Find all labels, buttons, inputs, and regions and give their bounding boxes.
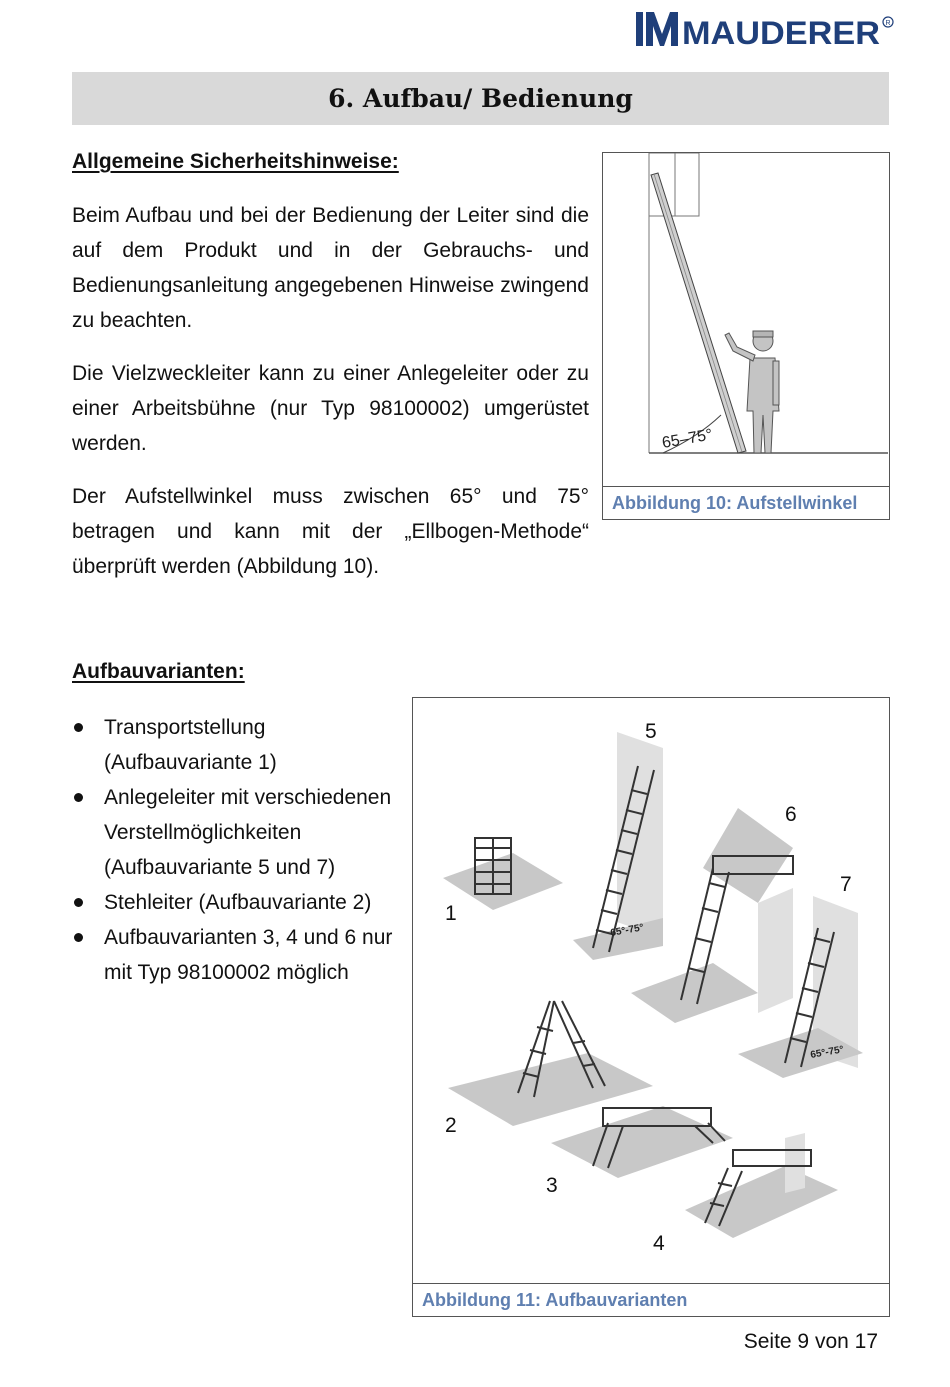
paragraph-1: Beim Aufbau und bei der Bedienung der Leiter sind die auf dem Produkt und in der Gebrauchs- und Bedienungsanleitung angegebenen Hinweise zwingend zu beachten.	[72, 204, 589, 332]
svg-text:65°-75°: 65°-75°	[609, 922, 645, 939]
variant-label-4: 4	[653, 1232, 665, 1255]
angle-label: 65–75°	[660, 426, 714, 452]
list-item: Transportstellung (Aufbauvariante 1)	[72, 710, 412, 780]
mauderer-logo	[636, 10, 896, 50]
list-item: Stehleiter (Aufbauvariante 2)	[72, 885, 412, 920]
logo-text: MAUDERER	[682, 15, 880, 50]
variant-label-2: 2	[445, 1114, 457, 1137]
page-title: 6. Aufbau/ Bedienung	[72, 72, 889, 125]
figure-setup-variants	[412, 697, 890, 1317]
paragraph-3: Der Aufstellwinkel muss zwischen 65° und 75° betragen und kann mit der „Ellbogen-Methode“ überprüft werden (Abbildung 10).	[72, 485, 589, 578]
ladder-angle-illustration	[603, 153, 888, 486]
ladder-variants-illustration	[413, 698, 888, 1283]
bullet-icon	[74, 898, 83, 907]
section-heading-safety: Allgemeine Sicherheitshinweise:	[72, 150, 399, 173]
bullet-icon	[74, 933, 83, 942]
svg-text:65°-75°: 65°-75°	[809, 1044, 845, 1061]
figure-11-caption: Abbildung 11: Aufbauvarianten	[413, 1283, 889, 1316]
variant-label-3: 3	[546, 1174, 558, 1197]
variant-list	[72, 710, 412, 990]
figure-setup-angle	[602, 152, 890, 520]
bullet-icon	[74, 793, 83, 802]
paragraph-2: Die Vielzweckleiter kann zu einer Anlegeleiter oder zu einer Arbeitsbühne (nur Typ 98100002) umgerüstet werden.	[72, 362, 589, 455]
svg-text:R: R	[885, 20, 891, 27]
variant-label-6: 6	[785, 803, 797, 826]
bullet-icon	[74, 723, 83, 732]
section-heading-variants: Aufbauvarianten:	[72, 660, 245, 683]
variant-label-1: 1	[445, 902, 457, 925]
figure-10-caption: Abbildung 10: Aufstellwinkel	[603, 486, 889, 519]
list-item: Aufbauvarianten 3, 4 und 6 nur mit Typ 98100002 möglich	[72, 920, 412, 990]
variant-label-5: 5	[645, 720, 657, 743]
page-number: Seite 9 von 17	[743, 1330, 878, 1353]
list-item: Anlegeleiter mit verschiedenen Verstellmöglichkeiten (Aufbauvariante 5 und 7)	[72, 780, 412, 885]
variant-label-7: 7	[840, 873, 852, 896]
